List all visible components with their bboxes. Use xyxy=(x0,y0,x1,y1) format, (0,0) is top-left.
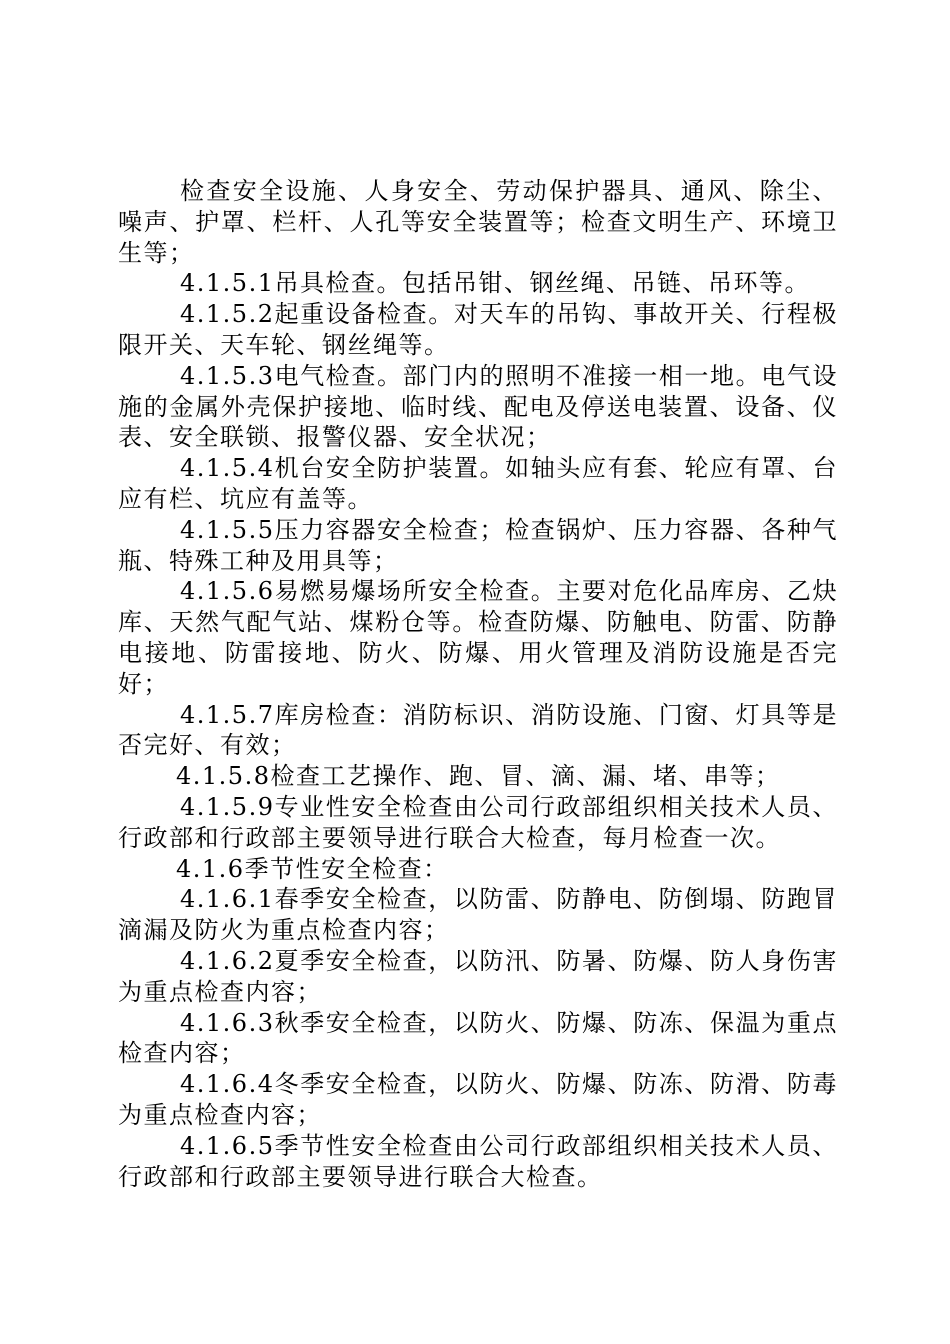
paragraph: 检查安全设施、人身安全、劳动保护器具、通风、除尘、噪声、护罩、栏杆、人孔等安全装置等；检查文明生产、环境卫生等； xyxy=(118,177,838,267)
paragraph: 4.1.6.5季节性安全检查由公司行政部组织相关技术人员、行政部和行政部主要领导进行联合大检查。 xyxy=(118,1131,838,1191)
paragraph: 4.1.5.4机台安全防护装置。如轴头应有套、轮应有罩、台应有栏、坑应有盖等。 xyxy=(118,454,838,513)
paragraph: 4.1.6.2夏季安全检查，以防汛、防暑、防爆、防人身伤害为重点检查内容； xyxy=(118,946,838,1006)
paragraph: 4.1.5.9专业性安全检查由公司行政部组织相关技术人员、行政部和行政部主要领导进行联合大检查，每月检查一次。 xyxy=(118,792,838,852)
paragraph: 4.1.5.2起重设备检查。对天车的吊钩、事故开关、行程极限开关、天车轮、钢丝绳等。 xyxy=(118,300,838,359)
paragraph: 4.1.5.5压力容器安全检查；检查锅炉、压力容器、各种气瓶、特殊工种及用具等； xyxy=(118,515,838,575)
document-body xyxy=(118,176,838,1192)
paragraph: 4.1.6.3秋季安全检查，以防火、防爆、防冻、保温为重点检查内容； xyxy=(118,1008,838,1068)
section-heading: 4.1.6季节性安全检查： xyxy=(176,854,449,883)
paragraph: 4.1.6.1春季安全检查，以防雷、防静电、防倒塌、防跑冒滴漏及防火为重点检查内容； xyxy=(118,885,838,945)
paragraph: 4.1.5.6易燃易爆场所安全检查。主要对危化品库房、乙炔库、天然气配气站、煤粉仓等。检查防爆、防触电、防雷、防静电接地、防雷接地、防火、防爆、用火管理及消防设施是否完好； xyxy=(118,577,838,698)
paragraph: 4.1.5.7库房检查：消防标识、消防设施、门窗、灯具等是否完好、有效； xyxy=(118,700,838,760)
paragraph: 4.1.5.3电气检查。部门内的照明不准接一相一地。电气设施的金属外壳保护接地、临时线、配电及停送电装置、设备、仪表、安全联锁、报警仪器、安全状况； xyxy=(118,361,838,452)
paragraph: 4.1.5.8检查工艺操作、跑、冒、滴、漏、堵、串等； xyxy=(176,762,781,791)
paragraph: 4.1.5.1吊具检查。包括吊钳、钢丝绳、吊链、吊环等。 xyxy=(180,269,810,298)
paragraph: 4.1.6.4冬季安全检查，以防火、防爆、防冻、防滑、防毒为重点检查内容； xyxy=(118,1070,838,1129)
